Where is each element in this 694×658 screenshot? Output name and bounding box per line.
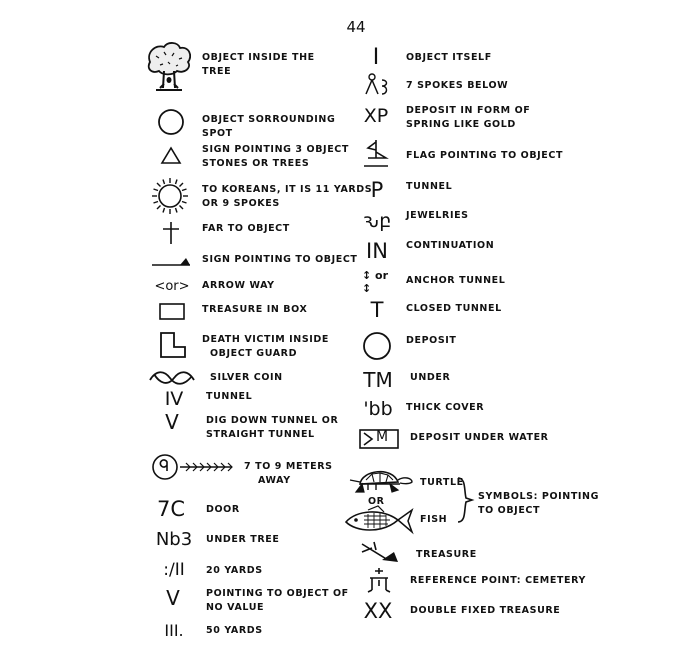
fifty-yards-icon: III.	[164, 621, 184, 640]
vertical-line-icon: I	[372, 45, 380, 70]
label-line: STRAIGHT TUNNEL	[206, 429, 315, 440]
jewelry-icon: ԅբ	[362, 210, 392, 232]
label-line: NO VALUE	[206, 602, 265, 613]
label-treasure-in-box: TREASURE IN BOX	[202, 304, 308, 315]
label-line: DIG DOWN TUNNEL OR	[206, 415, 339, 426]
t-icon: T	[370, 298, 384, 322]
label-line: TREE	[202, 66, 232, 77]
label-arrow-way: ARROW WAY	[202, 280, 275, 291]
deposit-water-icon	[358, 428, 400, 450]
label-closed-tunnel: CLOSED TUNNEL	[406, 303, 502, 314]
label-under-tree: UNDER TREE	[206, 534, 280, 545]
twenty-yards-icon: :∕II	[163, 560, 185, 580]
label-object-itself: OBJECT ITSELF	[406, 52, 492, 63]
label-line: TO OBJECT	[478, 505, 541, 516]
label-treasure: TREASURE	[416, 549, 477, 560]
deposit-circle-icon	[361, 330, 393, 362]
label-line: OBJECT GUARD	[210, 348, 298, 359]
thick-cover-icon: 'bb	[363, 398, 393, 420]
label-line: AWAY	[258, 475, 291, 486]
label-deposit: DEPOSIT	[406, 335, 457, 346]
label-door: DOOR	[206, 504, 240, 515]
cemetery-icon	[364, 566, 394, 594]
brace-label	[478, 490, 599, 518]
v-tunnel-icon: V	[165, 410, 179, 434]
under-tree-icon: Nb3	[155, 529, 193, 550]
label-under: UNDER	[410, 372, 451, 383]
label-line: DEPOSIT IN FORM OF	[406, 105, 531, 116]
turtle-icon	[346, 464, 416, 498]
or-text: OR	[368, 496, 385, 507]
label-line: OR 9 SPOKES	[202, 198, 280, 209]
label-line: SPRING LIKE GOLD	[406, 119, 516, 130]
label-7-spokes: 7 SPOKES BELOW	[406, 80, 509, 91]
label-reference-point: REFERENCE POINT: CEMETERY	[410, 575, 586, 586]
label-line: SIGN POINTING 3 OBJECT	[202, 144, 349, 155]
label-silver-coin: SILVER COIN	[210, 372, 283, 383]
label-fish: FISH	[420, 514, 448, 525]
label-turtle: TURTLE	[420, 477, 464, 488]
label-line: SPOT	[202, 128, 233, 139]
label-flag-pointing: FLAG POINTING TO OBJECT	[406, 150, 564, 161]
label-line: POINTING TO OBJECT OF	[206, 588, 349, 599]
label-thick-cover: THICK COVER	[406, 402, 485, 413]
label-line: SYMBOLS: POINTING	[478, 491, 599, 502]
label-line: OBJECT SORROUNDING	[202, 114, 336, 125]
label-line: 7 TO 9 METERS	[244, 461, 333, 472]
label-far-to-object: FAR TO OBJECT	[202, 223, 290, 234]
spokes-icon	[362, 72, 394, 98]
xx-icon: XX	[363, 599, 393, 623]
label-deposit-spring	[406, 104, 530, 132]
label-double-fixed-treasure: DOUBLE FIXED TREASURE	[410, 605, 561, 616]
anchor-tunnel-icon: ↕ or ↕	[362, 269, 389, 295]
label-line: STONES OR TREES	[202, 158, 310, 169]
treasure-icon	[358, 540, 402, 566]
label-20-yards: 20 YARDS	[206, 565, 263, 576]
label-sign-pointing-to-object: SIGN POINTING TO OBJECT	[202, 254, 358, 265]
label-line: TO KOREANS, IT IS 11 YARDS	[202, 184, 373, 195]
arrow-way-icon: <or>	[154, 278, 190, 294]
label-tunnel: TUNNEL	[206, 391, 253, 402]
label-line: DEATH VICTIM INSIDE	[202, 334, 330, 345]
tm-icon: TM	[363, 368, 393, 392]
p-icon: P	[370, 178, 384, 202]
xp-icon: XP	[363, 105, 389, 127]
flag-icon	[362, 138, 392, 172]
label-tunnel-p: TUNNEL	[406, 181, 453, 192]
door-icon: 7C	[156, 497, 186, 521]
label-deposit-under-water: DEPOSIT UNDER WATER	[410, 432, 549, 443]
label-jewelries: JEWELRIES	[406, 210, 469, 221]
deposit-water-glyph: M	[376, 429, 389, 445]
label-continuation: CONTINUATION	[406, 240, 495, 251]
in-icon: IN	[366, 239, 388, 263]
tunnel-iv-icon: IV	[164, 388, 184, 410]
brace-icon	[456, 476, 476, 524]
label-50-yards: 50 YARDS	[206, 625, 263, 636]
page-number: 44	[346, 18, 366, 36]
v-no-value-icon: V	[166, 586, 180, 610]
label-line: OBJECT INSIDE THE	[202, 52, 315, 63]
label-anchor-tunnel: ANCHOR TUNNEL	[406, 275, 506, 286]
fish-icon	[342, 506, 414, 536]
